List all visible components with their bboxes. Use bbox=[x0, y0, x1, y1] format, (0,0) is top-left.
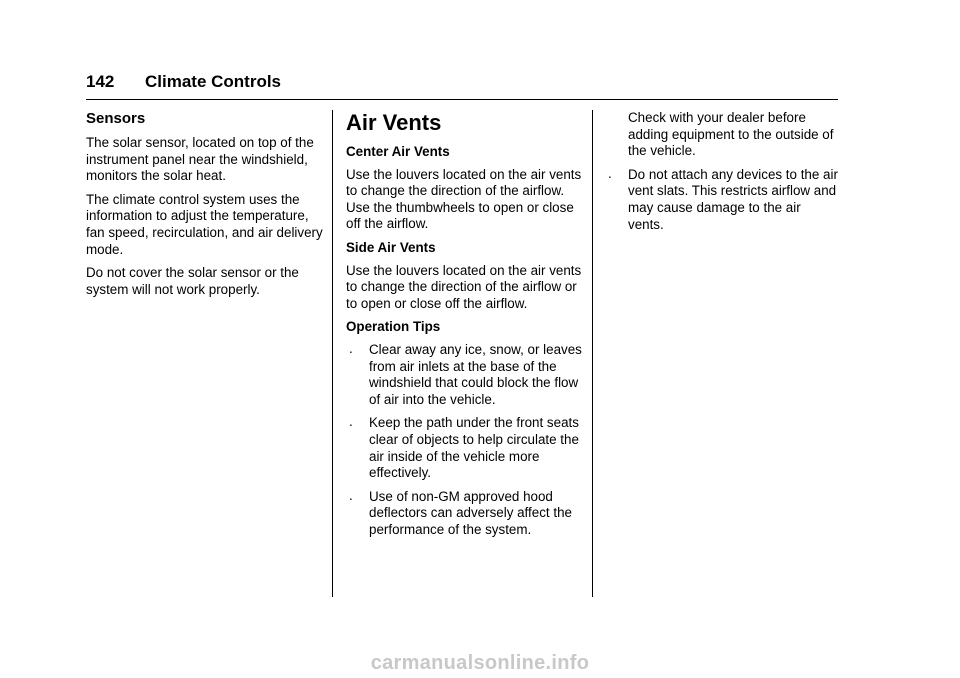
section-title: Climate Controls bbox=[145, 72, 282, 91]
center-air-vents-text: Use the louvers located on the air vents to change the direction of the airflow. Use the thumbwheels to open or close off the airflow. bbox=[346, 166, 582, 232]
bullet-marker: . bbox=[608, 165, 612, 181]
list-item bbox=[346, 489, 582, 539]
operation-tips-list bbox=[346, 342, 582, 539]
side-air-vents-text: Use the louvers located on the air vents to change the direction of the airflow or to open or close off the airflow. bbox=[346, 262, 582, 311]
center-air-vents-heading: Center Air Vents bbox=[346, 144, 450, 159]
bullet-marker: . bbox=[349, 414, 353, 430]
sensors-heading: Sensors bbox=[86, 110, 146, 127]
bullet-marker: . bbox=[349, 340, 353, 356]
continued-list-text: Check with your dealer before adding equipment to the outside of the vehicle. bbox=[628, 110, 834, 159]
column-2 bbox=[346, 110, 582, 545]
bullet-marker: . bbox=[349, 487, 353, 503]
list-item bbox=[346, 342, 582, 408]
column-1 bbox=[86, 110, 324, 305]
sensors-paragraph-1: The solar sensor, located on top of the instrument panel near the windshield, monitors the solar heat. bbox=[86, 135, 314, 184]
list-item bbox=[346, 415, 582, 481]
operation-tips-heading: Operation Tips bbox=[346, 319, 441, 335]
page-number: 142 bbox=[86, 72, 115, 91]
air-vents-heading: Air Vents bbox=[346, 110, 442, 135]
additional-tips-list bbox=[605, 167, 839, 233]
list-item bbox=[605, 167, 839, 233]
list-item-text: Use of non-GM approved hood deflectors can adversely affect the performance of the system. bbox=[369, 488, 572, 537]
header-rule bbox=[86, 99, 838, 100]
column-divider-2 bbox=[592, 110, 593, 597]
side-air-vents-heading: Side Air Vents bbox=[346, 239, 436, 255]
sensors-paragraph-2: The climate control system uses the information to adjust the temperature, fan speed, recirculation, and air delivery mode. bbox=[86, 191, 323, 257]
list-item-text: Clear away any ice, snow, or leaves from air inlets at the base of the windshield that could block the flow of air into the vehicle. bbox=[369, 341, 582, 407]
sensors-paragraph-3: Do not cover the solar sensor or the system will not work properly. bbox=[86, 265, 299, 297]
page-header bbox=[86, 70, 838, 100]
list-item-text: Keep the path under the front seats clear of objects to help circulate the air inside of the vehicle more effectively. bbox=[369, 415, 579, 481]
column-divider-1 bbox=[332, 110, 333, 597]
list-item-text: Do not attach any devices to the air vent slats. This restricts airflow and may cause damage to the air vents. bbox=[628, 166, 838, 232]
watermark-text: carmanualsonline.info bbox=[370, 652, 590, 674]
column-3 bbox=[605, 110, 839, 240]
